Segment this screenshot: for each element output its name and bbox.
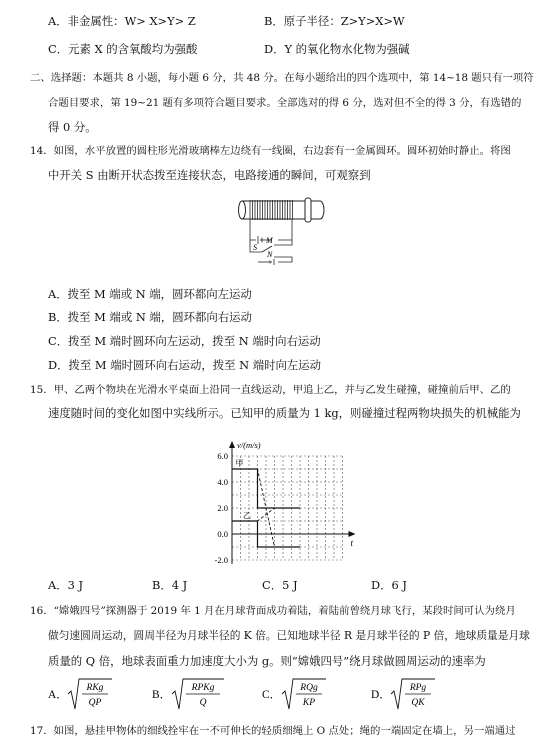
q16-option-b-numerator: RPKg xyxy=(191,683,215,693)
q16-option-d xyxy=(371,674,471,714)
q14-option-a: A．拨至 M 端或 N 端，圆环都向左运动 xyxy=(48,287,252,301)
series-label-jia: 甲 xyxy=(235,459,244,468)
q13-option-d: D．Y 的氧化物水化物为强碱 xyxy=(264,42,410,56)
q16-option-c xyxy=(262,674,362,714)
x-axis-arrow xyxy=(349,531,356,537)
switch-label-s: S xyxy=(253,243,257,252)
section2-line1: 二、选择题：本题共 8 小题，每小题 6 分，共 48 分。在每小题给出的四个选项中，第 14~18 题只有一项符 xyxy=(30,72,534,84)
y-tick-label: 0.0 xyxy=(217,529,228,539)
q16-option-a-denominator: QP xyxy=(88,698,102,708)
q14-option-d: D．拨至 M 端时圆环向右运动，拨至 N 端时向左运动 xyxy=(48,358,322,372)
section2-line3: 得 0 分。 xyxy=(48,120,97,134)
q16-stem-line3: 质量的 Q 倍，地球表面重力加速度大小为 g。则“嫦娥四号”绕月球做圆周运动的速率为 xyxy=(48,654,486,668)
q16-option-d-numerator: RPg xyxy=(409,683,427,693)
section2-line2: 合题目要求，第 19~21 题有多项符合题目要求。全部选对的得 6 分，选对但不全的得 3 分，有选错的 xyxy=(48,97,522,109)
velocity-time-chart xyxy=(200,430,360,570)
q16-stem-line1: 16．“嫦娥四号”探测器于 2019 年 1 月在月球背面成功着陆，着陆前曾绕月球飞行，某段时间可认为绕月 xyxy=(30,605,516,617)
series-label-yi: 乙 xyxy=(243,511,252,520)
q15-option-c: C．5 J xyxy=(262,578,298,592)
q15-option-a: A．3 J xyxy=(48,578,84,592)
metal-ring xyxy=(305,198,311,222)
q16-option-a-numerator: RKg xyxy=(86,683,104,693)
q16-option-b-denominator: Q xyxy=(199,698,207,708)
q16-option-b-label: B． xyxy=(152,689,171,701)
q15-option-d: D．6 J xyxy=(371,578,407,592)
q16-stem-line2: 做匀速圆周运动，圆周半径为月球半径的 K 倍。已知地球半径 R 是月球半径的 P 倍，地球质量是月球 xyxy=(48,629,530,642)
switch-terminal-n: N xyxy=(267,250,273,259)
y-tick-label: 4.0 xyxy=(217,477,228,487)
q16-option-c-denominator: KP xyxy=(302,698,316,708)
q15-stem-line1: 15．甲、乙两个物块在光滑水平桌面上沿同一直线运动，甲追上乙，并与乙发生碰撞，碰撞前后甲、乙的 xyxy=(30,384,511,396)
q14-stem-line2: 中开关 S 由断开状态拨至连接状态，电路接通的瞬间，可观察到 xyxy=(48,168,371,182)
q16-option-a xyxy=(48,674,148,714)
q14-option-c: C．拨至 M 端时圆环向左运动，拨至 N 端时向右运动 xyxy=(48,334,321,348)
q14-option-b: B．拨至 M 端或 N 端，圆环都向右运动 xyxy=(48,310,252,324)
y-tick-label: 6.0 xyxy=(217,451,228,461)
y-axis-arrow xyxy=(229,441,235,448)
y-axis-label: v/(m/s) xyxy=(237,440,261,450)
q15-option-b: B．4 J xyxy=(152,578,188,592)
q13-option-c: C．元素 X 的含氧酸均为强酸 xyxy=(48,42,198,56)
switch-terminal-m: M xyxy=(266,236,273,245)
q16-option-d-denominator: QK xyxy=(411,698,425,708)
q16-option-c-label: C． xyxy=(262,689,281,701)
y-tick-label: 2.0 xyxy=(217,503,228,513)
q14-circuit-figure xyxy=(230,192,330,268)
q17-stem-line1: 17．如图，悬挂甲物体的细线拴牢在一不可伸长的轻质细绳上 O 点处；绳的一端固定在墙上，另一端通过 xyxy=(30,725,516,737)
q16-option-a-label: A． xyxy=(48,689,68,701)
q16-option-d-label: D． xyxy=(371,689,391,701)
q13-option-a: A．非金属性：W> X>Y> Z xyxy=(48,14,196,28)
q14-stem-line1: 14．如图，水平放置的圆柱形光滑玻璃棒左边绕有一线圈，右边套有一金属圆环。圆环初始时静止。将图 xyxy=(30,145,511,157)
q13-option-b: B．原子半径：Z>Y>X>W xyxy=(264,14,405,28)
q16-option-c-numerator: RQg xyxy=(300,683,318,693)
y-tick-label: -2.0 xyxy=(214,555,228,565)
coil xyxy=(250,200,293,220)
x-axis-label: t xyxy=(350,538,354,548)
q16-option-b xyxy=(152,674,252,714)
q15-stem-line2: 速度随时间的变化如图中实线所示。已知甲的质量为 1 kg，则碰撞过程两物块损失的机械能为 xyxy=(48,406,521,420)
